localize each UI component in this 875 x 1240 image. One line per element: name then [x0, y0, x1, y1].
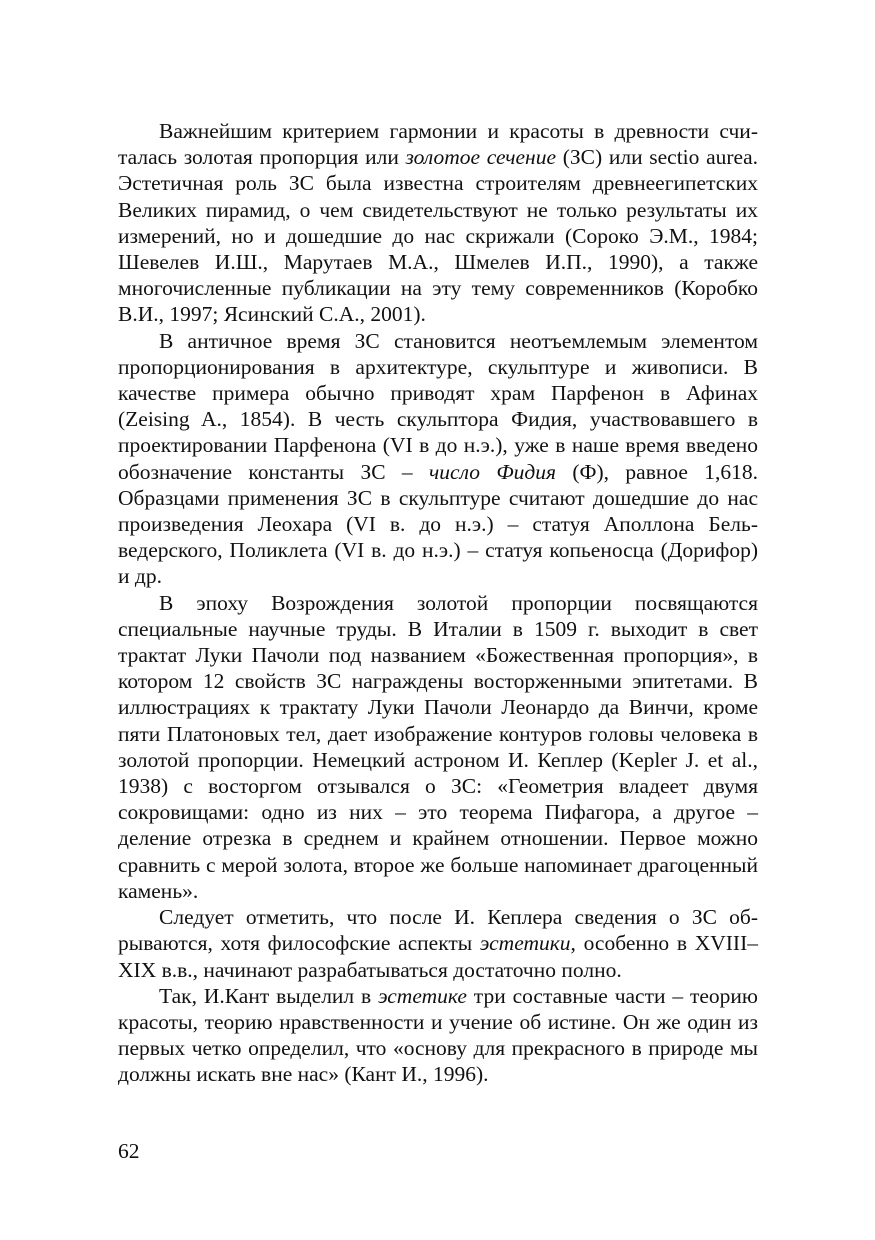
paragraph-antiquity — [118, 328, 758, 590]
text-run: В античное время ЗС становится неотъемлемым элементом пропорционирования в архитектуре, скульптуре и живописи. В качестве примера обычно приводят храм Парфенон в Афинах (Zeising A., 1854). В честь скульптора Фидия, участвовавшего в проектировании Парфенона (VI в до н.э.), уже в наше время введено обозначение константы ЗС – — [118, 328, 758, 484]
text-run: (ЗС) или sectio aurea. Эстетичная роль ЗС была известна строителям древнеегипетских Великих пирамид, о чем свидетельствуют не только результаты их измерений, но и дошедшие до нас скрижали (Сороко Э.М., 1984; Шевелев И.Ш., Марутаев М.А., Шмелев И.П., 1990), а также многочисленные публикации на эту тему современников (Коробко В.И., 1997; Ясинский С.А., 2001). — [118, 145, 759, 327]
paragraph-golden-ratio-intro — [118, 118, 758, 328]
page-number: 62 — [118, 1139, 140, 1163]
text-run: , особенно в XVIII–XIX в.в., начинают разрабатываться достаточно полно. — [118, 931, 758, 982]
text-run: Так, И.Кант выделил в — [159, 983, 379, 1008]
emphasis-phidias-number: число Фидия — [429, 459, 556, 484]
text-run: Важнейшим критерием гармонии и красоты в древности считалась золотая пропорция или — [118, 119, 758, 170]
text-run: три составные части – теорию красоты, теорию нравственности и учение об истине. Он же один из первых четко определил, что «основу для прекрасного в природе мы должны искать вне нас» (Кант И., 1996). — [118, 983, 758, 1087]
emphasis-aesthetics: эстетике — [378, 983, 467, 1008]
paragraph-after-kepler — [118, 904, 758, 983]
text-run: Следует отметить, что после И. Кеплера сведения о ЗС обрываются, хотя философские аспекты — [118, 905, 758, 956]
paragraph-kant — [118, 983, 758, 1088]
emphasis-aesthetics: эстетики — [479, 931, 571, 956]
paragraph-renaissance — [118, 590, 758, 904]
body-text — [118, 118, 758, 1088]
emphasis-golden-section: золотое сечение — [405, 145, 557, 170]
text-run: В эпоху Возрождения золотой пропорции посвящаются специальные научные труды. В Италии в 1509 г. выходит в свет трактат Луки Пачоли под названием «Божественная пропорция», в котором 12 свойств ЗС награждены восторженными эпитетами. В иллюстрациях к трактату Луки Пачоли Леонардо да Винчи, кроме пяти Платоновых тел, дает изображение контуров головы человека в золотой пропорции. Немецкий астроном И. Кеплер (Kepler J. et al., 1938) с восторгом отзывался о ЗС: «Геометрия владеет двумя сокровищами: одно из них – это теорема Пифагора, а другое – деление отрезка в среднем и крайнем отношении. Первое можно сравнить с мерой золота, второе же больше напоминает драгоценный камень». — [118, 590, 758, 903]
text-run: (Ф), равное 1,618. Образцами применения ЗС в скульптуре считают дошедшие до нас произведения Леохара (VI в. до н.э.) – статуя Аполлона Бельведерского, Поликлета (VI в. до н.э.) – статуя копьеносца (Дорифор) и др. — [118, 459, 759, 589]
